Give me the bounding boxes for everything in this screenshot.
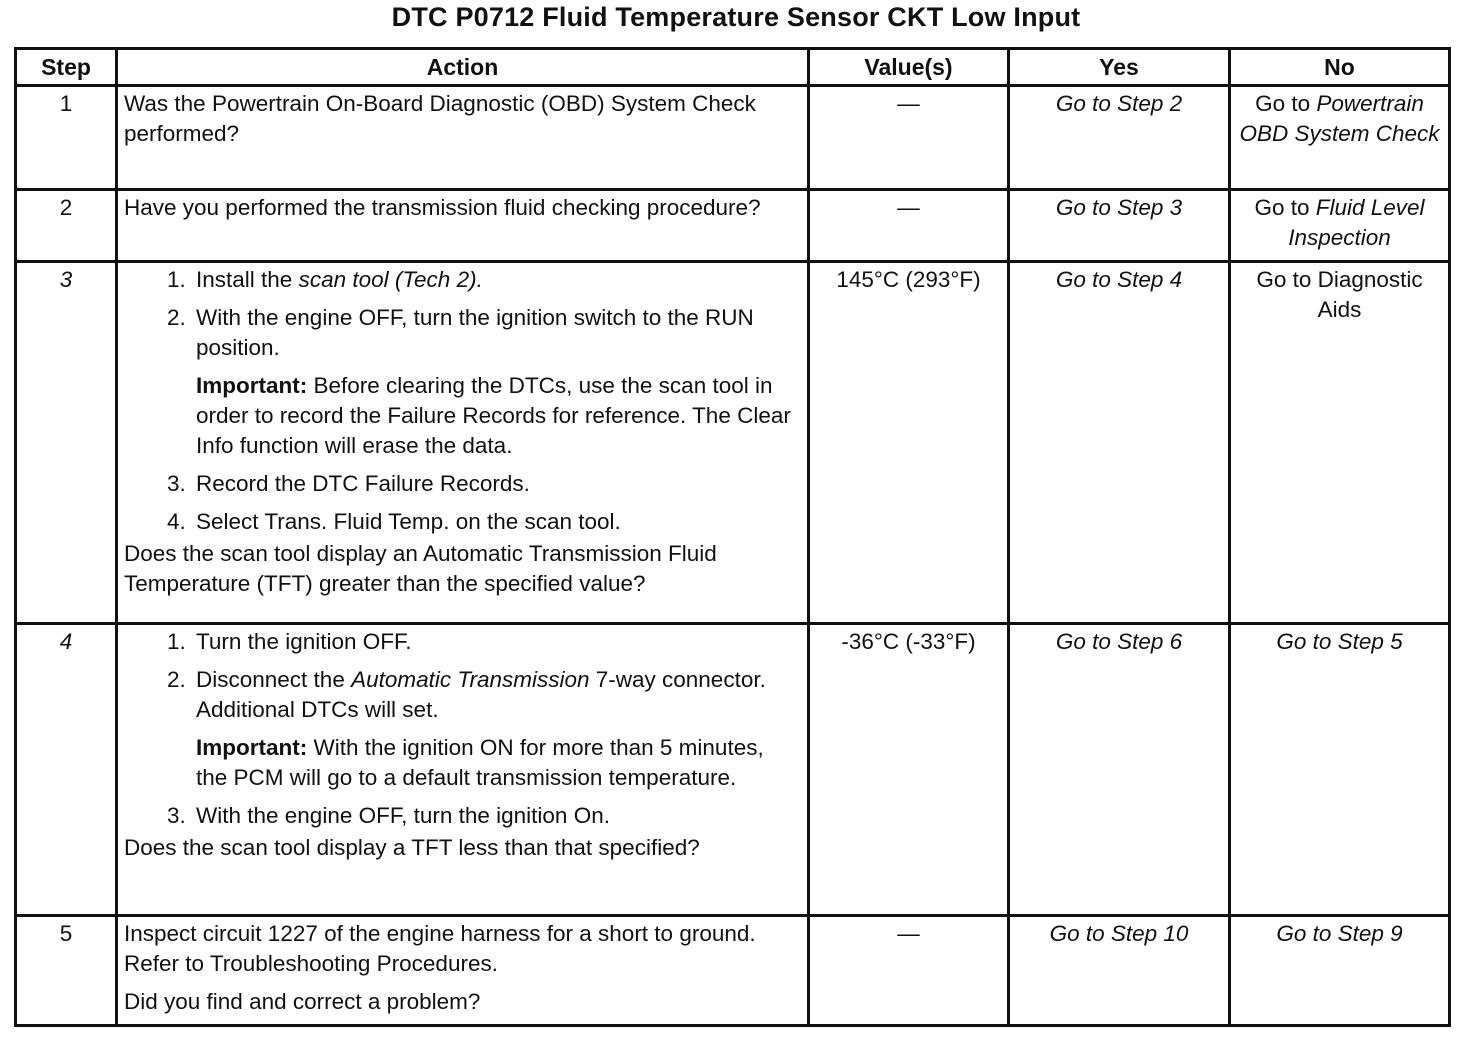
- yes-cell: Go to Step 4: [1009, 262, 1230, 624]
- important-note: [196, 733, 801, 793]
- important-text: Before clearing the DTCs, use the scan tool in order to record the Failure Records for reference. The Clear Info function will erase the data.: [196, 373, 791, 458]
- column-header-step: Step: [16, 49, 117, 86]
- value-cell: 145°C (293°F): [809, 262, 1009, 624]
- column-header-values: Value(s): [809, 49, 1009, 86]
- procedure-step: [192, 265, 801, 295]
- action-question: Did you find and correct a problem?: [124, 989, 481, 1014]
- procedure-text: 7-way connector. Additional DTCs will set.: [196, 667, 766, 722]
- step-number: 3: [16, 262, 117, 624]
- action-cell: [117, 86, 809, 190]
- value-cell: —: [809, 190, 1009, 262]
- action-cell: [117, 624, 809, 916]
- action-question: Does the scan tool display a TFT less than that specified?: [124, 835, 700, 860]
- step-number: 5: [16, 916, 117, 1026]
- important-note: [196, 371, 801, 461]
- procedure-step: [192, 469, 801, 499]
- procedure-step: [192, 507, 801, 537]
- procedure-step: [192, 627, 801, 657]
- action-cell: [117, 916, 809, 1026]
- table-row: [16, 190, 1450, 262]
- procedure-text: Record the DTC Failure Records.: [196, 471, 530, 496]
- important-label: Important:: [196, 735, 308, 760]
- action-cell: [117, 190, 809, 262]
- action-question: Does the scan tool display an Automatic Transmission Fluid Temperature (TFT) greater than the specified value?: [124, 541, 717, 596]
- no-reference: Powertrain OBD System Check: [1239, 91, 1440, 146]
- value-cell: -36°C (-33°F): [809, 624, 1009, 916]
- procedure-text: Select Trans. Fluid Temp. on the scan tool.: [196, 509, 621, 534]
- procedure-list: [124, 627, 801, 831]
- table-row: [16, 262, 1450, 624]
- value-cell: —: [809, 916, 1009, 1026]
- action-question: Was the Powertrain On-Board Diagnostic (OBD) System Check performed?: [124, 91, 756, 146]
- procedure-text: Turn the ignition OFF.: [196, 629, 412, 654]
- procedure-step: [192, 801, 801, 831]
- no-cell: [1230, 86, 1450, 190]
- table-row: [16, 86, 1450, 190]
- procedure-text: Disconnect the: [196, 667, 352, 692]
- column-header-yes: Yes: [1009, 49, 1230, 86]
- value-cell: —: [809, 86, 1009, 190]
- tool-reference: scan tool (Tech 2).: [298, 267, 483, 292]
- column-header-no: No: [1230, 49, 1450, 86]
- no-cell: Go to Diagnostic Aids: [1230, 262, 1450, 624]
- procedure-text: With the engine OFF, turn the ignition On.: [196, 803, 610, 828]
- no-cell: Go to Step 5: [1230, 624, 1450, 916]
- important-text: With the ignition ON for more than 5 minutes, the PCM will go to a default transmission temperature.: [196, 735, 764, 790]
- table-header-row: [16, 49, 1450, 86]
- no-reference: Fluid Level Inspection: [1288, 195, 1425, 250]
- procedure-list: [124, 265, 801, 537]
- page-title: DTC P0712 Fluid Temperature Sensor CKT Low Input: [391, 2, 1081, 32]
- component-reference: Automatic Transmission: [351, 667, 590, 692]
- procedure-step: [192, 303, 801, 461]
- table-row: [16, 916, 1450, 1026]
- step-number: 4: [16, 624, 117, 916]
- yes-cell: Go to Step 3: [1009, 190, 1230, 262]
- step-number: 1: [16, 86, 117, 190]
- action-cell: [117, 262, 809, 624]
- no-prefix: Go to: [1255, 91, 1317, 116]
- yes-cell: Go to Step 10: [1009, 916, 1230, 1026]
- important-label: Important:: [196, 373, 308, 398]
- procedure-text: Install the: [196, 267, 299, 292]
- diagnostic-table: [14, 47, 1451, 1027]
- yes-cell: Go to Step 2: [1009, 86, 1230, 190]
- yes-cell: Go to Step 6: [1009, 624, 1230, 916]
- action-text: Inspect circuit 1227 of the engine harness for a short to ground. Refer to Troubleshooting Procedures.: [124, 921, 756, 976]
- step-number: 2: [16, 190, 117, 262]
- column-header-action: Action: [117, 49, 809, 86]
- no-prefix: Go to: [1254, 195, 1316, 220]
- action-question: Have you performed the transmission fluid checking procedure?: [124, 195, 761, 220]
- no-cell: Go to Step 9: [1230, 916, 1450, 1026]
- procedure-step: [192, 665, 801, 793]
- table-row: [16, 624, 1450, 916]
- procedure-text: With the engine OFF, turn the ignition switch to the RUN position.: [196, 305, 754, 360]
- no-cell: [1230, 190, 1450, 262]
